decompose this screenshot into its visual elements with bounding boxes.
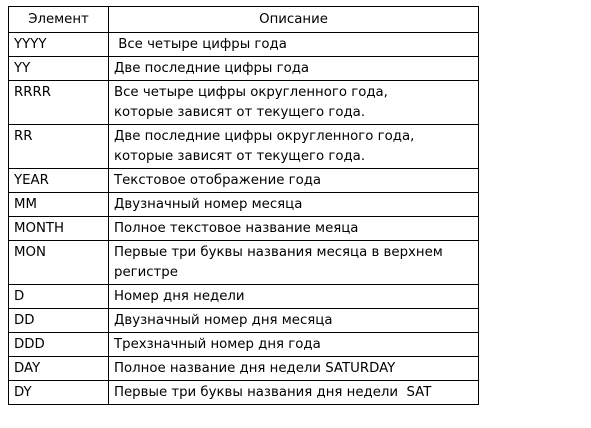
description-cell: Первые три буквы названия месяца в верхнем регистре bbox=[109, 241, 479, 285]
element-cell: DDD bbox=[9, 333, 109, 357]
element-cell: DY bbox=[9, 381, 109, 405]
table-row bbox=[9, 169, 479, 193]
element-cell: RR bbox=[9, 125, 109, 169]
element-cell: DAY bbox=[9, 357, 109, 381]
table-row bbox=[9, 33, 479, 57]
description-cell: Текстовое отображение года bbox=[109, 169, 479, 193]
element-cell: MON bbox=[9, 241, 109, 285]
header-element: Элемент bbox=[9, 7, 109, 33]
table-row bbox=[9, 241, 479, 285]
element-cell: RRRR bbox=[9, 81, 109, 125]
description-cell: Номер дня недели bbox=[109, 285, 479, 309]
element-cell: D bbox=[9, 285, 109, 309]
table-header bbox=[9, 7, 479, 33]
element-cell: MONTH bbox=[9, 217, 109, 241]
description-cell: Две последние цифры года bbox=[109, 57, 479, 81]
header-row bbox=[9, 7, 479, 33]
header-description: Описание bbox=[109, 7, 479, 33]
description-cell: Двузначный номер месяца bbox=[109, 193, 479, 217]
table-row bbox=[9, 381, 479, 405]
table-row bbox=[9, 357, 479, 381]
table-row bbox=[9, 285, 479, 309]
table-row bbox=[9, 193, 479, 217]
description-cell: Двузначный номер дня месяца bbox=[109, 309, 479, 333]
description-cell: Трехзначный номер дня года bbox=[109, 333, 479, 357]
element-cell: MM bbox=[9, 193, 109, 217]
element-cell: YEAR bbox=[9, 169, 109, 193]
date-format-table bbox=[8, 6, 479, 405]
table-row bbox=[9, 125, 479, 169]
description-cell: Все четыре цифры года bbox=[109, 33, 479, 57]
table-row bbox=[9, 57, 479, 81]
element-cell: YYYY bbox=[9, 33, 109, 57]
table-row bbox=[9, 217, 479, 241]
description-cell: Первые три буквы названия дня недели SAT bbox=[109, 381, 479, 405]
description-cell: Две последние цифры округленного года, которые зависят от текущего года. bbox=[109, 125, 479, 169]
element-cell: DD bbox=[9, 309, 109, 333]
table-row bbox=[9, 81, 479, 125]
table-row bbox=[9, 309, 479, 333]
table-row bbox=[9, 333, 479, 357]
element-cell: YY bbox=[9, 57, 109, 81]
description-cell: Полное текстовое название меяца bbox=[109, 217, 479, 241]
table-body bbox=[9, 33, 479, 405]
description-cell: Полное название дня недели SATURDAY bbox=[109, 357, 479, 381]
description-cell: Все четыре цифры округленного года, которые зависят от текущего года. bbox=[109, 81, 479, 125]
